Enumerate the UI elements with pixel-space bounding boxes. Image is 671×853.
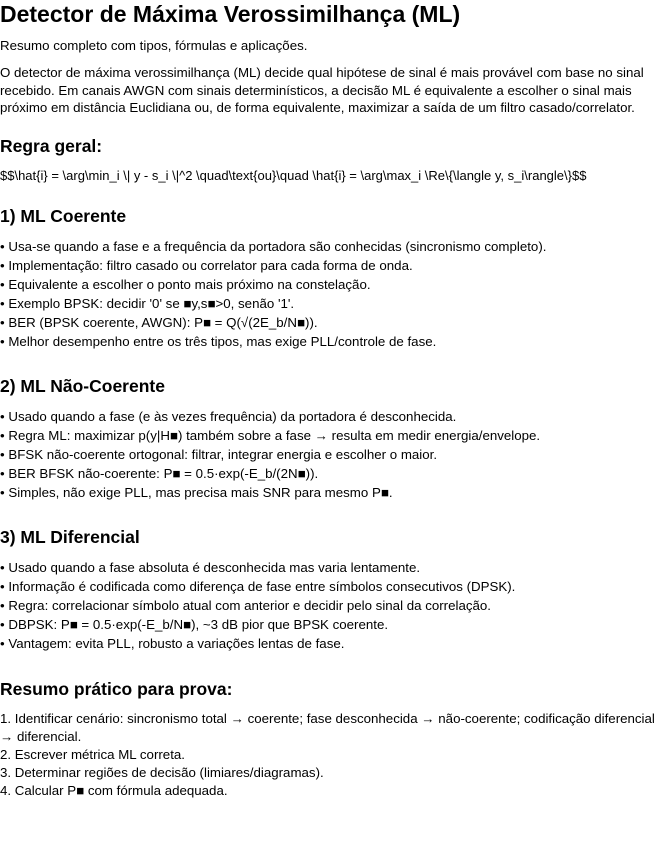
list-item: • Regra ML: maximizar p(y|H■) também sobre a fase → resulta em medir energia/envelope. xyxy=(0,426,671,445)
list-item: • DBPSK: P■ = 0.5·exp(-E_b/N■), ~3 dB pior que BPSK coerente. xyxy=(0,615,671,634)
list-item: • Vantagem: evita PLL, robusto a variações lentas de fase. xyxy=(0,634,671,653)
document-title: Detector de Máxima Verossimilhança (ML) xyxy=(0,1,461,27)
list-item: • Usado quando a fase (e às vezes frequência) da portadora é desconhecida. xyxy=(0,407,671,426)
noncoherent-section xyxy=(0,375,671,502)
list-item: • Implementação: filtro casado ou correlator para cada forma de onda. xyxy=(0,256,671,275)
general-rule-section xyxy=(0,135,671,184)
coherent-section xyxy=(0,205,671,351)
list-item: 2. Escrever métrica ML correta. xyxy=(0,746,185,762)
summary-section xyxy=(0,678,671,800)
list-item: 4. Calcular P■ com fórmula adequada. xyxy=(0,782,228,798)
list-item: • Exemplo BPSK: decidir '0' se ■y,s■>0, senão '1'. xyxy=(0,294,671,313)
list-item: • BFSK não-coerente ortogonal: filtrar, integrar energia e escolher o maior. xyxy=(0,445,671,464)
list-item: • Regra: correlacionar símbolo atual com anterior e decidir pelo sinal da correlação. xyxy=(0,596,671,615)
general-rule-formula: $$\hat{i} = \arg\min_i \| y - s_i \|^2 \quad\text{ou}\quad \hat{i} = \arg\max_i \Re\{\langle y, s_i\rangle\}$$ xyxy=(0,167,587,183)
differential-list xyxy=(0,558,671,653)
list-item: • Usa-se quando a fase e a frequência da portadora são conhecidas (sincronismo completo). xyxy=(0,237,671,256)
list-item: • Melhor desempenho entre os três tipos, mas exige PLL/controle de fase. xyxy=(0,332,671,351)
list-item: • Informação é codificada como diferença de fase entre símbolos consecutivos (DPSK). xyxy=(0,577,671,596)
list-item: 3. Determinar regiões de decisão (limiares/diagramas). xyxy=(0,764,324,780)
list-item: 1. Identificar cenário: sincronismo total → coerente; fase desconhecida → não-coerente; codificação diferencial → diferencial. xyxy=(0,710,655,744)
list-item: • Usado quando a fase absoluta é desconhecida mas varia lentamente. xyxy=(0,558,671,577)
coherent-heading: 1) ML Coerente xyxy=(0,205,127,226)
general-rule-heading: Regra geral: xyxy=(0,135,103,156)
noncoherent-heading: 2) ML Não-Coerente xyxy=(0,375,165,396)
list-item: • Simples, não exige PLL, mas precisa mais SNR para mesmo P■. xyxy=(0,483,671,502)
list-item: • BER (BPSK coerente, AWGN): P■ = Q(√(2E_b/N■)). xyxy=(0,313,671,332)
differential-section xyxy=(0,526,671,653)
document-subtitle: Resumo completo com tipos, fórmulas e aplicações. xyxy=(0,38,308,53)
summary-steps xyxy=(0,710,671,800)
differential-heading: 3) ML Diferencial xyxy=(0,526,140,547)
list-item: • BER BFSK não-coerente: P■ = 0.5·exp(-E_b/(2N■)). xyxy=(0,464,671,483)
intro-paragraph: O detector de máxima verossimilhança (ML) decide qual hipótese de sinal é mais provável com base no sinal recebido. Em canais AWGN com sinais determinísticos, a decisão ML é equivalente a escolher o sinal mais próximo em distância Euclidiana ou, de forma equivalente, maximizar a saída de um filtro casado/correlator. xyxy=(0,65,644,115)
noncoherent-list xyxy=(0,407,671,502)
list-item: • Equivalente a escolher o ponto mais próximo na constelação. xyxy=(0,275,671,294)
summary-heading: Resumo prático para prova: xyxy=(0,678,233,699)
coherent-list xyxy=(0,237,671,351)
